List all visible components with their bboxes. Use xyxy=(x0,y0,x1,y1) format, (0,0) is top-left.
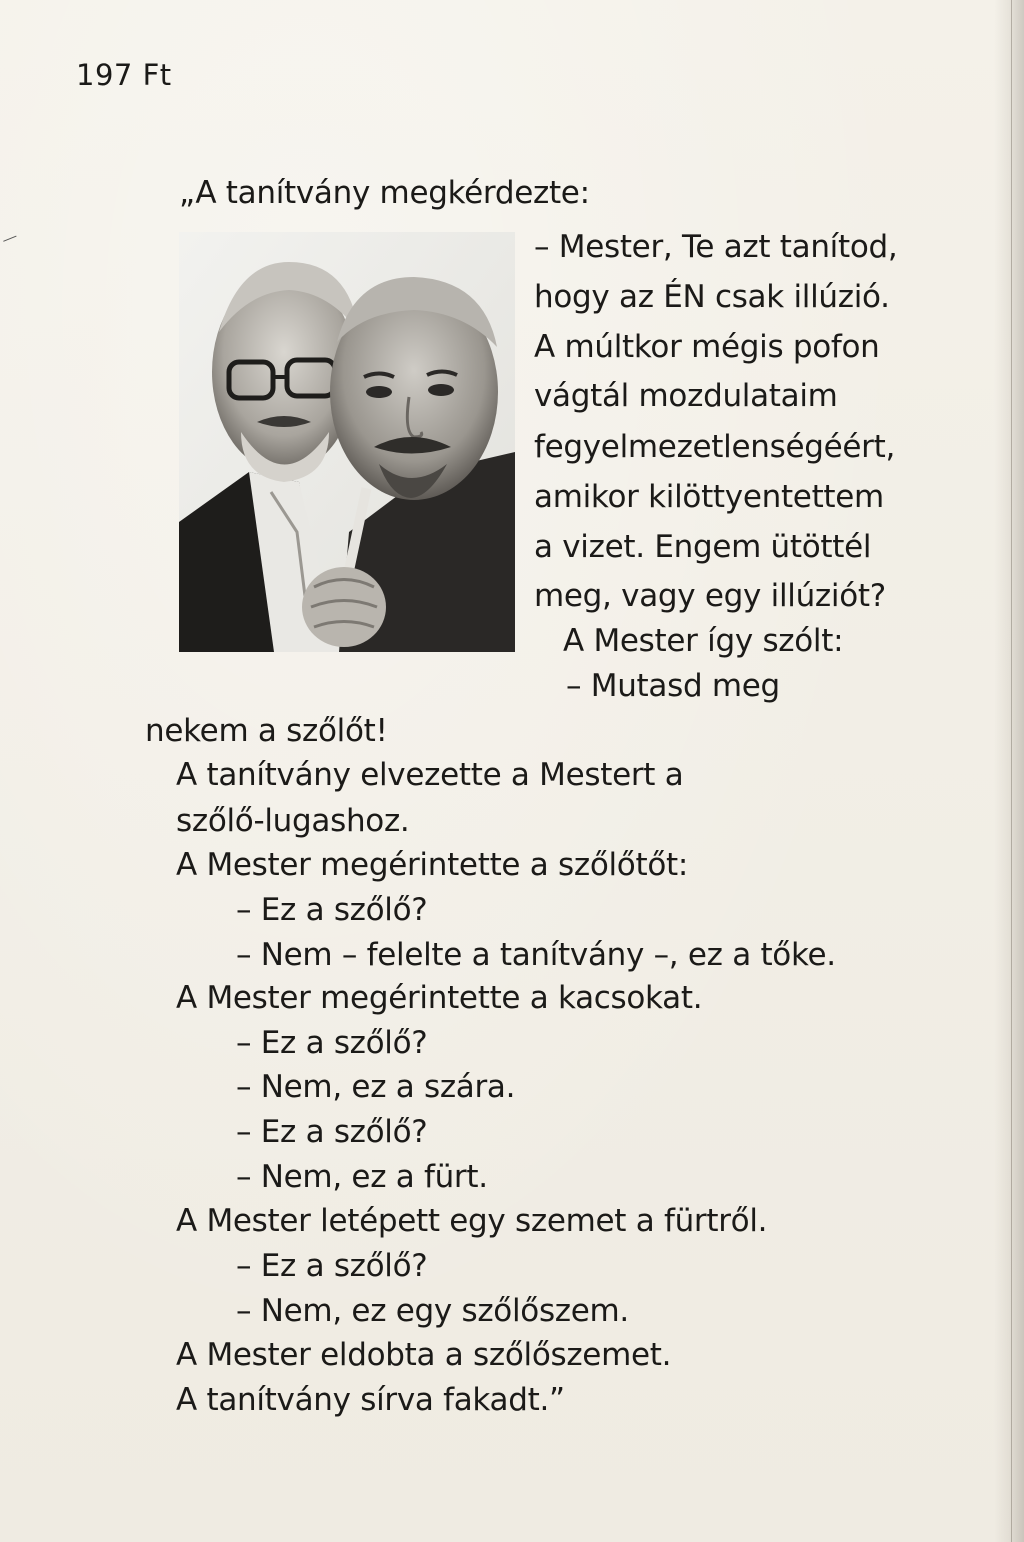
author-photo-illustration xyxy=(179,232,515,652)
text-line-4: A múltkor mégis pofon xyxy=(534,329,880,365)
text-line-8: a vizet. Engem ütöttél xyxy=(534,529,872,565)
text-line-2: – Mester, Te azt tanítod, xyxy=(534,229,898,265)
text-line-10: A Mester így szólt: xyxy=(563,623,844,659)
text-line-14: szőlő-lugashoz. xyxy=(176,803,410,839)
text-line-9: meg, vagy egy illúziót? xyxy=(534,578,886,614)
author-photo xyxy=(179,232,515,652)
text-line-7: amikor kilöttyentettem xyxy=(534,479,884,515)
text-line-23: A Mester letépett egy szemet a fürtről. xyxy=(176,1203,768,1239)
text-line-16: – Ez a szőlő? xyxy=(236,892,428,928)
text-line-22: – Nem, ez a fürt. xyxy=(236,1159,488,1195)
text-line-12: nekem a szőlőt! xyxy=(145,713,388,749)
text-line-15: A Mester megérintette a szőlőtőt: xyxy=(176,847,688,883)
text-line-18: A Mester megérintette a kacsokat. xyxy=(176,980,703,1016)
text-line-21: – Ez a szőlő? xyxy=(236,1114,428,1150)
text-line-3: hogy az ÉN csak illúzió. xyxy=(534,279,890,315)
text-line-1: „A tanítvány megkérdezte: xyxy=(179,175,590,211)
text-line-6: fegyelmezetlenségéért, xyxy=(534,429,895,465)
page-edge-shadow xyxy=(994,0,1024,1542)
stray-pencil-mark xyxy=(3,236,19,248)
text-line-13: A tanítvány elvezette a Mestert a xyxy=(176,757,684,793)
text-line-27: A tanítvány sírva fakadt.” xyxy=(176,1382,565,1418)
text-line-19: – Ez a szőlő? xyxy=(236,1025,428,1061)
text-line-20: – Nem, ez a szára. xyxy=(236,1069,516,1105)
price-label: 197 Ft xyxy=(76,58,172,92)
text-line-5: vágtál mozdulataim xyxy=(534,378,838,414)
text-line-24: – Ez a szőlő? xyxy=(236,1248,428,1284)
text-line-25: – Nem, ez egy szőlőszem. xyxy=(236,1293,629,1329)
text-line-17: – Nem – felelte a tanítvány –, ez a tőke. xyxy=(236,937,836,973)
text-line-26: A Mester eldobta a szőlőszemet. xyxy=(176,1337,672,1373)
text-line-11: – Mutasd meg xyxy=(566,668,780,704)
